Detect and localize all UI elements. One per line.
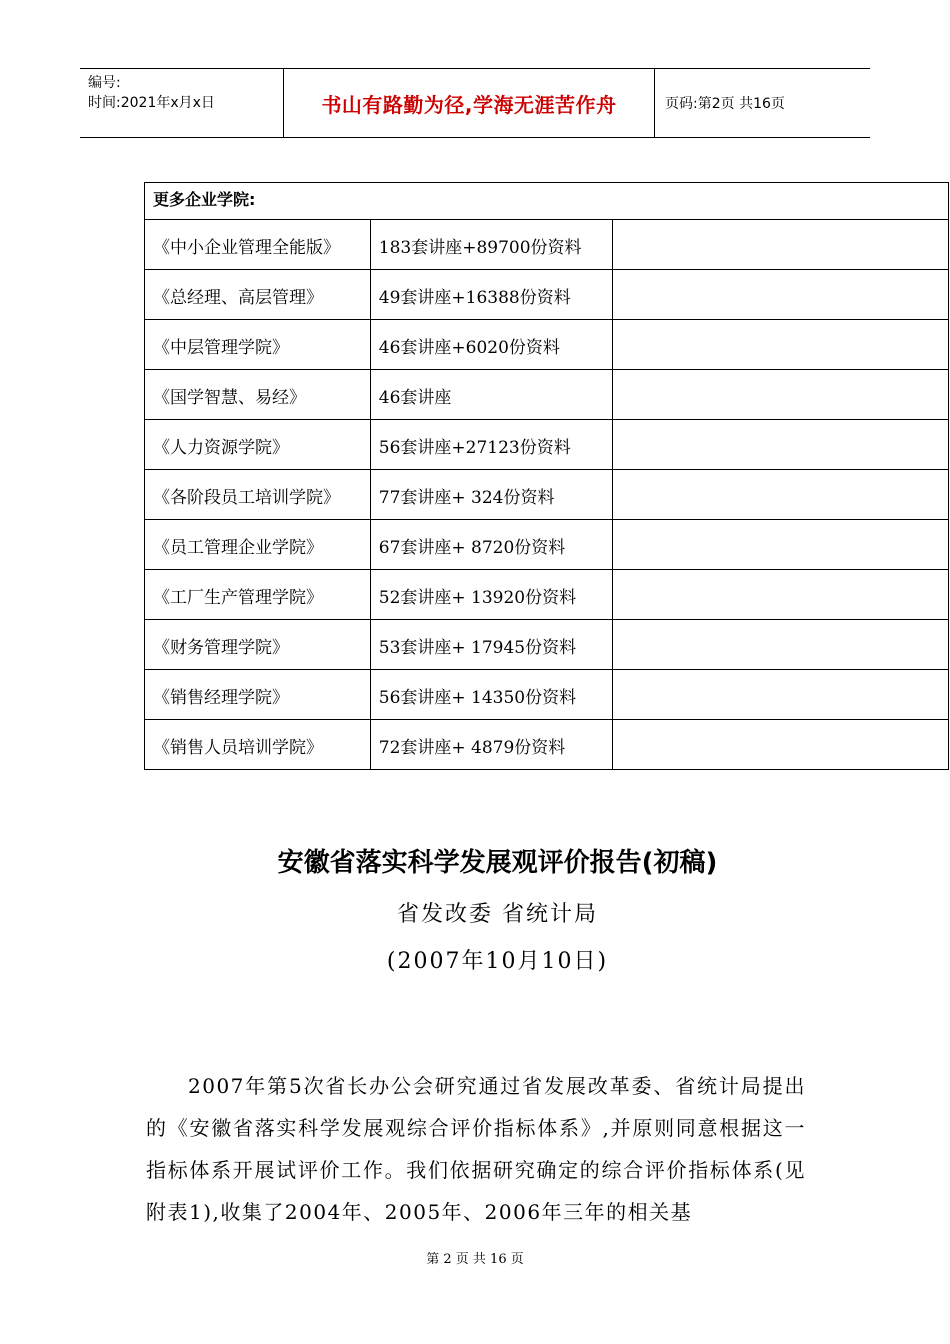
course-name: 《销售人员培训学院》 [145, 720, 371, 770]
report-title: 安徽省落实科学发展观评价报告(初稿) [277, 848, 718, 878]
course-row [145, 220, 949, 270]
course-extra [613, 420, 949, 470]
header-motto: 书山有路勤为径,学海无涯苦作舟 [283, 69, 655, 137]
course-content: 52套讲座+ 13920份资料 [370, 570, 613, 620]
course-name: 《工厂生产管理学院》 [145, 570, 371, 620]
course-content: 49套讲座+16388份资料 [370, 270, 613, 320]
course-extra [613, 520, 949, 570]
course-content: 77套讲座+ 324份资料 [370, 470, 613, 520]
header-page-info: 页码:第2页 共16页 [665, 96, 785, 112]
course-content: 53套讲座+ 17945份资料 [370, 620, 613, 670]
course-row [145, 270, 949, 320]
course-row [145, 420, 949, 470]
course-row [145, 470, 949, 520]
document-time-label: 时间:2021年x月x日 [88, 95, 215, 111]
course-name: 《财务管理学院》 [145, 620, 371, 670]
course-name: 《各阶段员工培训学院》 [145, 470, 371, 520]
report-date: (2007年10月10日) [386, 949, 609, 974]
course-extra [613, 370, 949, 420]
course-content: 72套讲座+ 4879份资料 [370, 720, 613, 770]
course-extra [613, 570, 949, 620]
course-content: 183套讲座+89700份资料 [370, 220, 613, 270]
page-header [80, 68, 870, 138]
document-number-label: 编号: [88, 75, 121, 91]
course-extra [613, 320, 949, 370]
course-name: 《中层管理学院》 [145, 320, 371, 370]
course-extra [613, 720, 949, 770]
course-name: 《总经理、高层管理》 [145, 270, 371, 320]
course-row [145, 320, 949, 370]
page-footer: 第 2 页 共 16 页 [426, 1252, 524, 1267]
header-meta [80, 69, 283, 137]
course-row [145, 570, 949, 620]
course-row [145, 620, 949, 670]
course-content: 56套讲座+ 14350份资料 [370, 670, 613, 720]
course-extra [613, 470, 949, 520]
course-content: 67套讲座+ 8720份资料 [370, 520, 613, 570]
course-extra [613, 620, 949, 670]
course-extra [613, 220, 949, 270]
course-row [145, 520, 949, 570]
course-row [145, 720, 949, 770]
course-extra [613, 670, 949, 720]
course-name: 《员工管理企业学院》 [145, 520, 371, 570]
course-name: 《中小企业管理全能版》 [145, 220, 371, 270]
course-name: 《销售经理学院》 [145, 670, 371, 720]
course-name: 《人力资源学院》 [145, 420, 371, 470]
course-content: 46套讲座+6020份资料 [370, 320, 613, 370]
course-row [145, 670, 949, 720]
course-row [145, 370, 949, 420]
course-content: 46套讲座 [370, 370, 613, 420]
courses-table [144, 182, 949, 770]
report-paragraph: 2007年第5次省长办公会研究通过省发展改革委、省统计局提出的《安徽省落实科学发展观综合评价指标体系》,并原则同意根据这一指标体系开展试评价工作。我们依据研究确定的综合评价指标体系(见附表1),收集了2004年、2005年、2006年三年的相关基 [146, 1074, 806, 1224]
course-name: 《国学智慧、易经》 [145, 370, 371, 420]
course-content: 56套讲座+27123份资料 [370, 420, 613, 470]
report-authors: 省发改委 省统计局 [397, 902, 598, 927]
courses-heading: 更多企业学院: [145, 183, 949, 220]
course-extra [613, 270, 949, 320]
courses-table-heading-row [145, 183, 949, 220]
